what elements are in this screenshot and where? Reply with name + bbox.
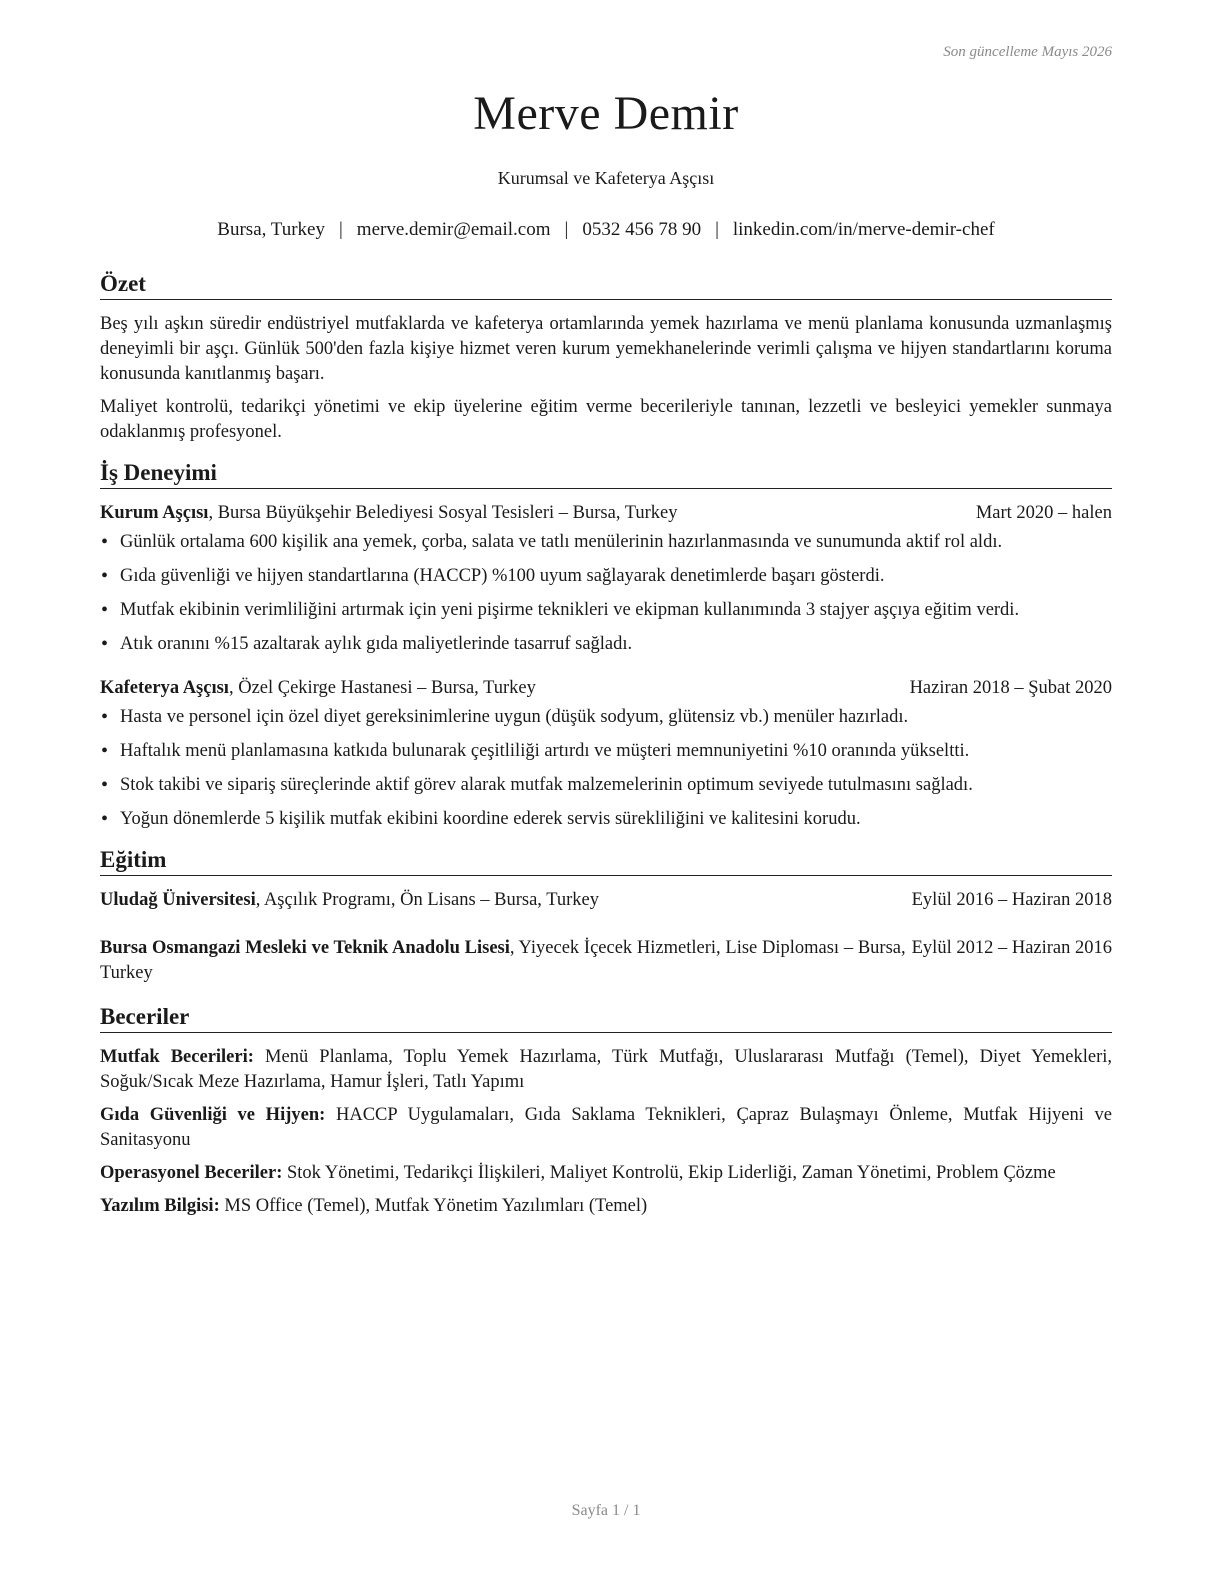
- skill-line: [100, 1103, 1112, 1153]
- summary-paragraph: Maliyet kontrolü, tedarikçi yönetimi ve ekip üyelerine eğitim verme becerileriyle tanınan, lezzetli ve besleyici yemekler sunmaya odaklanmış profesyonel.: [100, 397, 1112, 442]
- list-item: • Stok takibi ve sipariş süreçlerinde aktif görev alarak mutfak malzemelerinin optimum seviyede tutulmasını sağladı.: [120, 773, 1112, 798]
- list-item: • Yoğun dönemlerde 5 kişilik mutfak ekibini koordine ederek servis sürekliliğini ve kalitesini korudu.: [120, 807, 1112, 832]
- school-detail: , Aşçılık Programı, Ön Lisans – Bursa, Turkey: [255, 890, 599, 910]
- contact-line: [100, 219, 1112, 241]
- school-name: Uludağ Üniversitesi: [100, 890, 256, 910]
- job-header: [100, 501, 1112, 526]
- skill-text: HACCP Uygulamaları, Gıda Saklama Teknikleri, Çapraz Bulaşmayı Önleme, Mutfak Hijyeni ve Sanitasyonu: [100, 1105, 1113, 1150]
- contact-email[interactable]: merve.demir@email.com: [356, 219, 551, 240]
- skill-label: Mutfak Becerileri:: [100, 1047, 254, 1067]
- list-item: • Mutfak ekibinin verimliliğini artırmak için yeni pişirme teknikleri ve ekipman kullanımında 3 stajyer aşçıya eğitim verdi.: [120, 598, 1112, 623]
- education-entry: [100, 888, 1112, 913]
- job-position: Kurum Aşçısı: [100, 503, 209, 523]
- job-organization: , Özel Çekirge Hastanesi – Bursa, Turkey: [228, 678, 536, 698]
- skill-line: [100, 1161, 1112, 1186]
- list-item: • Atık oranını %15 azaltarak aylık gıda maliyetlerinde tasarruf sağladı.: [120, 632, 1112, 657]
- list-item: • Gıda güvenliği ve hijyen standartlarına (HACCP) %100 uyum sağlayarak denetimlerde başarı gösterdi.: [120, 564, 1112, 589]
- contact-phone: 0532 456 78 90: [582, 219, 702, 240]
- contact-location: Bursa, Turkey: [217, 219, 325, 240]
- skill-label: Yazılım Bilgisi:: [100, 1196, 220, 1216]
- job-role: Kurumsal ve Kafeterya Aşçısı: [497, 168, 715, 188]
- contact-separator: |: [715, 219, 719, 240]
- job-position: Kafeterya Aşçısı: [100, 678, 229, 698]
- list-item: • Haftalık menü planlamasına katkıda bulunarak çeşitliliği artırdı ve müşteri memnuniyetini %10 oranında yükseltti.: [120, 739, 1112, 764]
- section-title-skills: Beceriler: [100, 1003, 1112, 1033]
- education-dates: Eylül 2012 – Haziran 2016: [911, 938, 1112, 958]
- skill-label: Operasyonel Beceriler:: [100, 1163, 283, 1183]
- person-name: Merve Demir: [473, 87, 739, 140]
- section-title-summary: Özet: [100, 270, 1112, 300]
- school-name: Bursa Osmangazi Mesleki ve Teknik Anadolu Lisesi: [100, 938, 510, 958]
- job-dates: Haziran 2018 – Şubat 2020: [909, 678, 1112, 698]
- education-dates: Eylül 2016 – Haziran 2018: [911, 890, 1112, 910]
- school-detail: , Yiyecek İçecek Hizmetleri, Lise Diploması – Bursa, Turkey: [100, 938, 906, 983]
- contact-separator: |: [338, 219, 343, 240]
- skill-text: Stok Yönetimi, Tedarikçi İlişkileri, Maliyet Kontrolü, Ekip Liderliği, Zaman Yönetimi, Problem Çözme: [282, 1163, 1056, 1183]
- skill-line: [100, 1045, 1112, 1095]
- skill-text: MS Office (Temel), Mutfak Yönetim Yazılımları (Temel): [219, 1196, 648, 1216]
- skill-text: Menü Planlama, Toplu Yemek Hazırlama, Türk Mutfağı, Uluslararası Mutfağı (Temel), Diyet Yemekleri, Soğuk/Sıcak Meze Hazırlama, Hamur İşleri, Tatlı Yapımı: [100, 1047, 1113, 1092]
- section-title-education: Eğitim: [100, 846, 1112, 876]
- job-bullets: [100, 530, 1112, 657]
- list-item: • Günlük ortalama 600 kişilik ana yemek, çorba, salata ve tatlı menülerinin hazırlanmasında ve sunumunda aktif rol aldı.: [120, 530, 1112, 555]
- contact-linkedin[interactable]: linkedin.com/in/merve-demir-chef: [732, 219, 995, 240]
- job-organization: , Bursa Büyükşehir Belediyesi Sosyal Tesisleri – Bursa, Turkey: [208, 503, 678, 523]
- education-entry: [100, 936, 1112, 986]
- list-item: • Hasta ve personel için özel diyet gereksinimlerine uygun (düşük sodyum, glütensiz vb.) menüler hazırladı.: [120, 705, 1112, 730]
- summary-paragraph: Beş yılı aşkın süredir endüstriyel mutfaklarda ve kafeterya ortamlarında yemek hazırlama ve menü planlama konusunda uzmanlaşmış deneyimli bir aşçı. Günlük 500'den fazla kişiye hizmet veren kurum yemekhanelerinde verimli çalışma ve hijyen standartlarını koruma konusunda kanıtlanmış başarı.: [100, 314, 1112, 384]
- resume-page: [100, 0, 1112, 1584]
- last-updated: Son güncelleme Mayıs 2026: [943, 44, 1112, 60]
- job-bullets: [100, 705, 1112, 832]
- job-dates: Mart 2020 – halen: [975, 503, 1112, 523]
- page-number: Sayfa 1 / 1: [571, 1502, 641, 1519]
- section-title-experience: İş Deneyimi: [100, 459, 1112, 489]
- skill-line: [100, 1194, 1112, 1219]
- skill-label: Gıda Güvenliği ve Hijyen:: [100, 1105, 326, 1125]
- job-header: [100, 676, 1112, 701]
- resume-content: [100, 270, 1112, 1227]
- contact-separator: |: [564, 219, 569, 240]
